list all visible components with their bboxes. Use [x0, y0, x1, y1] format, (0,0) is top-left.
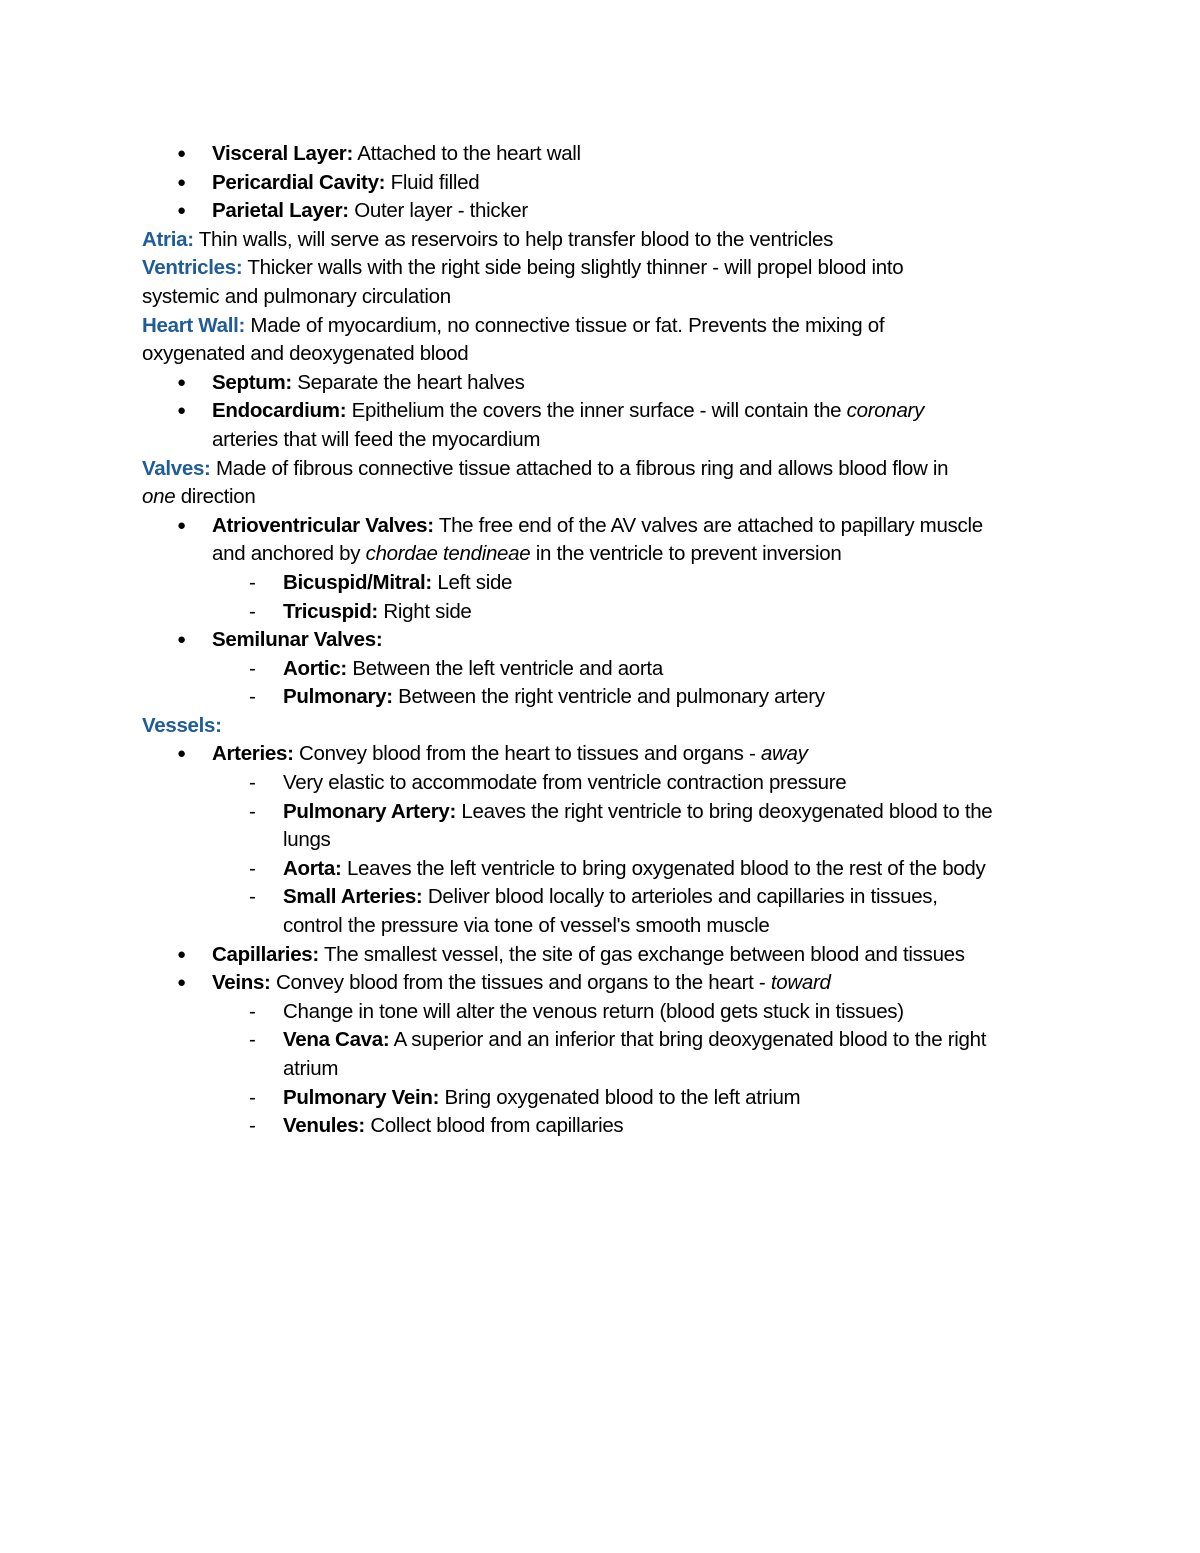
bullet-dot: ● [177, 373, 186, 391]
term-label: Pulmonary Vein: [283, 1085, 440, 1109]
bullet-dot: ● [177, 516, 186, 534]
term-text: in the ventricle to prevent inversion [530, 542, 842, 566]
heading-label: Atria: [142, 227, 194, 251]
paragraph-valves-continued [142, 483, 1062, 512]
term-text: lungs [283, 828, 331, 852]
term-label: Endocardium: [212, 399, 347, 423]
paragraph-text: systemic and pulmonary circulation [142, 284, 451, 308]
term-text: A superior and an inferior that bring deoxygenated blood to the right [389, 1028, 987, 1052]
bullet-dash: - [249, 1085, 256, 1109]
list-item-endocardium [177, 397, 1062, 426]
bullet-dot: ● [177, 202, 186, 220]
term-label: Veins: [212, 971, 271, 995]
sub-item-vena-cava [249, 1026, 1062, 1055]
list-item-visceral-layer [177, 140, 1062, 169]
list-item-veins [177, 969, 1062, 998]
term-label: Pericardial Cavity: [212, 170, 386, 194]
term-text: The free end of the AV valves are attached to papillary muscle [433, 513, 983, 537]
term-emphasis: chordae tendineae [365, 542, 531, 566]
bullet-dash: - [249, 885, 256, 909]
term-text: Separate the heart halves [291, 370, 525, 394]
bullet-dash: - [249, 999, 256, 1023]
sub-item-small-arteries-continued [283, 912, 1062, 941]
term-text: Change in tone will alter the venous return (blood gets stuck in tissues) [283, 999, 904, 1023]
sub-item-pulmonary-vein [249, 1084, 1062, 1113]
term-text: control the pressure via tone of vessel's smooth muscle [283, 914, 770, 938]
term-label: Vena Cava: [283, 1028, 390, 1052]
bullet-dash: - [249, 570, 256, 594]
list-item-semilunar-valves [177, 626, 1062, 655]
term-text: Convey blood from the heart to tissues and organs - [293, 742, 761, 766]
sub-item-aorta [249, 855, 1062, 884]
term-label: Semilunar Valves: [212, 628, 383, 652]
term-text: Collect blood from capillaries [364, 1114, 624, 1138]
list-item-arteries [177, 740, 1062, 769]
heading-label: Valves: [142, 456, 211, 480]
paragraph-atria [142, 226, 1062, 255]
term-label: Venules: [283, 1114, 365, 1138]
paragraph-emphasis: one [142, 485, 176, 509]
list-item-capillaries [177, 941, 1062, 970]
bullet-dash: - [249, 656, 256, 680]
paragraph-text: oxygenated and deoxygenated blood [142, 342, 469, 366]
term-text: Between the left ventricle and aorta [346, 656, 663, 680]
sub-item-bicuspid [249, 569, 1062, 598]
term-text: Bring oxygenated blood to the left atrium [439, 1085, 801, 1109]
list-item-septum [177, 369, 1062, 398]
term-text: Deliver blood locally to arterioles and capillaries in tissues, [422, 885, 938, 909]
bullet-dash: - [249, 1028, 256, 1052]
paragraph-text: direction [175, 485, 256, 509]
term-emphasis: coronary [846, 399, 925, 423]
sub-item-tone [249, 998, 1062, 1027]
bullet-dot: ● [177, 402, 186, 420]
term-text: Between the right ventricle and pulmonary artery [392, 685, 825, 709]
bullet-dash: - [249, 685, 256, 709]
term-text: Leaves the left ventricle to bring oxygenated blood to the rest of the body [341, 856, 986, 880]
paragraph-heart-wall [142, 312, 1062, 341]
paragraph-ventricles-continued [142, 283, 1062, 312]
paragraph-heart-wall-continued [142, 340, 1062, 369]
term-text: Very elastic to accommodate from ventricle contraction pressure [283, 771, 847, 795]
heading-label: Vessels: [142, 713, 222, 737]
term-label: Pulmonary: [283, 685, 393, 709]
term-text: Left side [431, 570, 513, 594]
term-label: Arteries: [212, 742, 294, 766]
term-text: Fluid filled [385, 170, 480, 194]
paragraph-text: Thin walls, will serve as reservoirs to help transfer blood to the ventricles [193, 227, 834, 251]
term-text: Convey blood from the tissues and organs to the heart - [270, 971, 771, 995]
term-text: Right side [377, 599, 472, 623]
term-label: Aorta: [283, 856, 342, 880]
term-text: Outer layer - thicker [348, 199, 528, 223]
sub-item-tricuspid [249, 598, 1062, 627]
bullet-dot: ● [177, 145, 186, 162]
term-text: atrium [283, 1057, 339, 1080]
term-text: and anchored by [212, 542, 366, 566]
sub-item-venules [249, 1112, 1062, 1141]
term-emphasis: away [760, 742, 808, 766]
term-label: Pulmonary Artery: [283, 799, 456, 823]
list-item-pericardial-cavity [177, 169, 1062, 198]
bullet-dash: - [249, 1114, 256, 1138]
list-item-parietal-layer [177, 197, 1062, 226]
sub-item-elastic [249, 769, 1062, 798]
term-label: Capillaries: [212, 942, 319, 966]
paragraph-valves [142, 455, 1062, 484]
list-item-endocardium-continued [212, 426, 1062, 455]
term-emphasis: toward [770, 971, 831, 995]
term-label: Visceral Layer: [212, 142, 354, 165]
bullet-dash: - [249, 599, 256, 623]
term-text: arteries that will feed the myocardium [212, 427, 541, 451]
sub-item-pulmonary-artery-continued [283, 826, 1062, 855]
term-label: Septum: [212, 370, 292, 394]
term-text: Attached to the heart wall [353, 142, 581, 165]
paragraph-ventricles [142, 254, 1062, 283]
term-text: The smallest vessel, the site of gas exchange between blood and tissues [318, 942, 965, 966]
term-label: Bicuspid/Mitral: [283, 570, 432, 594]
term-text: Epithelium the covers the inner surface - will contain the [346, 399, 847, 423]
term-label: Tricuspid: [283, 599, 378, 623]
heading-vessels [142, 712, 1062, 741]
sub-item-pulmonary-valve [249, 683, 1062, 712]
paragraph-text: Made of fibrous connective tissue attached to a fibrous ring and allows blood flow in [210, 456, 949, 480]
paragraph-text: Thicker walls with the right side being slightly thinner - will propel blood into [242, 256, 904, 280]
list-item-atrioventricular-valves-continued [212, 540, 1062, 569]
term-text: Leaves the right ventricle to bring deoxygenated blood to the [456, 799, 993, 823]
bullet-dash: - [249, 856, 256, 880]
list-item-atrioventricular-valves [177, 512, 1062, 541]
sub-item-aortic [249, 655, 1062, 684]
sub-item-vena-cava-continued [283, 1055, 1062, 1084]
term-label: Parietal Layer: [212, 199, 349, 223]
bullet-dot: ● [177, 974, 186, 992]
bullet-dot: ● [177, 945, 186, 963]
heading-label: Heart Wall: [142, 313, 246, 337]
term-label: Atrioventricular Valves: [212, 513, 434, 537]
sub-item-small-arteries [249, 883, 1062, 912]
term-label: Small Arteries: [283, 885, 423, 909]
bullet-dot: ● [177, 173, 186, 191]
sub-item-pulmonary-artery [249, 798, 1062, 827]
bullet-dot: ● [177, 631, 186, 649]
notes-content [142, 140, 1062, 1141]
term-label: Aortic: [283, 656, 347, 680]
paragraph-text: Made of myocardium, no connective tissue or fat. Prevents the mixing of [245, 313, 885, 337]
bullet-dash: - [249, 799, 256, 823]
heading-label: Ventricles: [142, 256, 243, 280]
bullet-dash: - [249, 771, 256, 795]
bullet-dot: ● [177, 745, 186, 763]
